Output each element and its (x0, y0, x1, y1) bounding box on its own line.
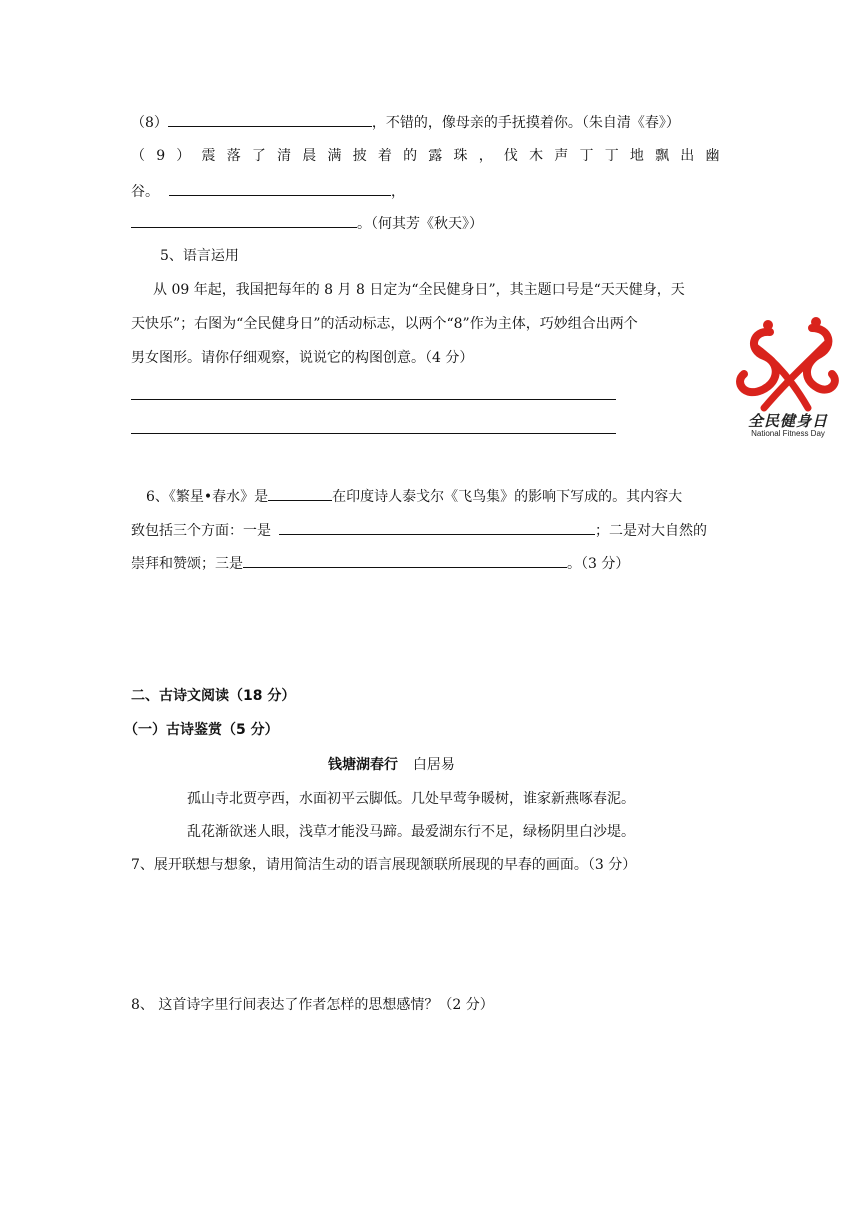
q6-text-d: ；二是对大自然的 (595, 523, 707, 539)
q6-text-e: 崇拜和赞颂；三是 (131, 556, 243, 572)
poem-author: 白居易 (412, 757, 455, 773)
q8-number: （8） (131, 115, 168, 131)
q6-text-c: 致包括三个方面：一是 (131, 523, 271, 539)
poem-heading (328, 755, 455, 775)
q6-answer-blank-3[interactable] (243, 552, 567, 568)
q6-line-2 (131, 519, 707, 541)
q5-paragraph-1: 从 09 年起，我国把每年的 8 月 8 日定为“全民健身日”，其主题口号是“天天健身，天 (153, 282, 685, 298)
q5-paragraph-3: 男女图形。请你仔细观察，说说它的构图创意。（4 分） (131, 350, 474, 366)
q6-answer-blank-2[interactable] (279, 519, 595, 535)
q5-paragraph-2: 天快乐”；右图为“全民健身日”的活动标志，以两个“8”作为主体，巧妙组合出两个 (131, 316, 638, 332)
section-2-title: 二、古诗文阅读（18 分） (131, 688, 296, 704)
q6-text-a: 6、《繁星•春水》是 (146, 489, 269, 505)
q7-text: 7、展开联想与想象，请用简洁生动的语言展现颔联所展现的早春的画面。（3 分） (131, 857, 637, 873)
q9-answer-blank-2[interactable] (131, 212, 357, 228)
q9-prefix: 谷。 (131, 184, 159, 200)
q6-text-b: 在印度诗人泰戈尔《飞鸟集》的影响下写成的。其内容大 (332, 489, 683, 505)
q9-comma: ， (391, 184, 405, 200)
poem-line-1: 孤山寺北贾亭西，水面初平云脚低。几处早莺争暖树，谁家新燕啄春泥。 (187, 791, 635, 807)
q5-heading: 5、语言运用 (160, 248, 239, 264)
q9-source: 。（何其芳《秋天》） (357, 216, 483, 232)
logo-cn-text: 全民健身日 (747, 412, 828, 430)
q9-line-2 (131, 180, 405, 202)
q6-answer-blank-1[interactable] (268, 485, 332, 501)
q6-line-3 (131, 552, 629, 574)
q8-answer-blank[interactable] (168, 111, 372, 127)
q8-text: ，不错的，像母亲的手抚摸着你。（朱自清《春》） (371, 115, 680, 131)
q8-line (131, 111, 680, 133)
q5-answer-line-2[interactable] (131, 433, 616, 434)
q6-line-1 (146, 485, 682, 507)
q5-answer-line-1[interactable] (131, 399, 616, 400)
q9-line-1: （9）震落了清晨满披着的露珠，伐木声丁丁地飘出幽 (131, 148, 731, 164)
logo-en-text: National Fitness Day (751, 429, 825, 438)
poem-title: 钱塘湖春行 (328, 757, 398, 773)
section-2-subtitle: （一）古诗鉴赏（5 分） (124, 722, 279, 738)
q8b-text: 8、 这首诗字里行间表达了作者怎样的思想感情？（2 分） (131, 997, 494, 1013)
q6-text-f: 。（3 分） (567, 556, 630, 572)
national-fitness-day-logo (730, 316, 846, 442)
poem-line-2: 乱花渐欲迷人眼，浅草才能没马蹄。最爱湖东行不足，绿杨阴里白沙堤。 (187, 824, 635, 840)
q9-answer-blank-1[interactable] (169, 180, 391, 196)
q9-line-3 (131, 212, 483, 234)
